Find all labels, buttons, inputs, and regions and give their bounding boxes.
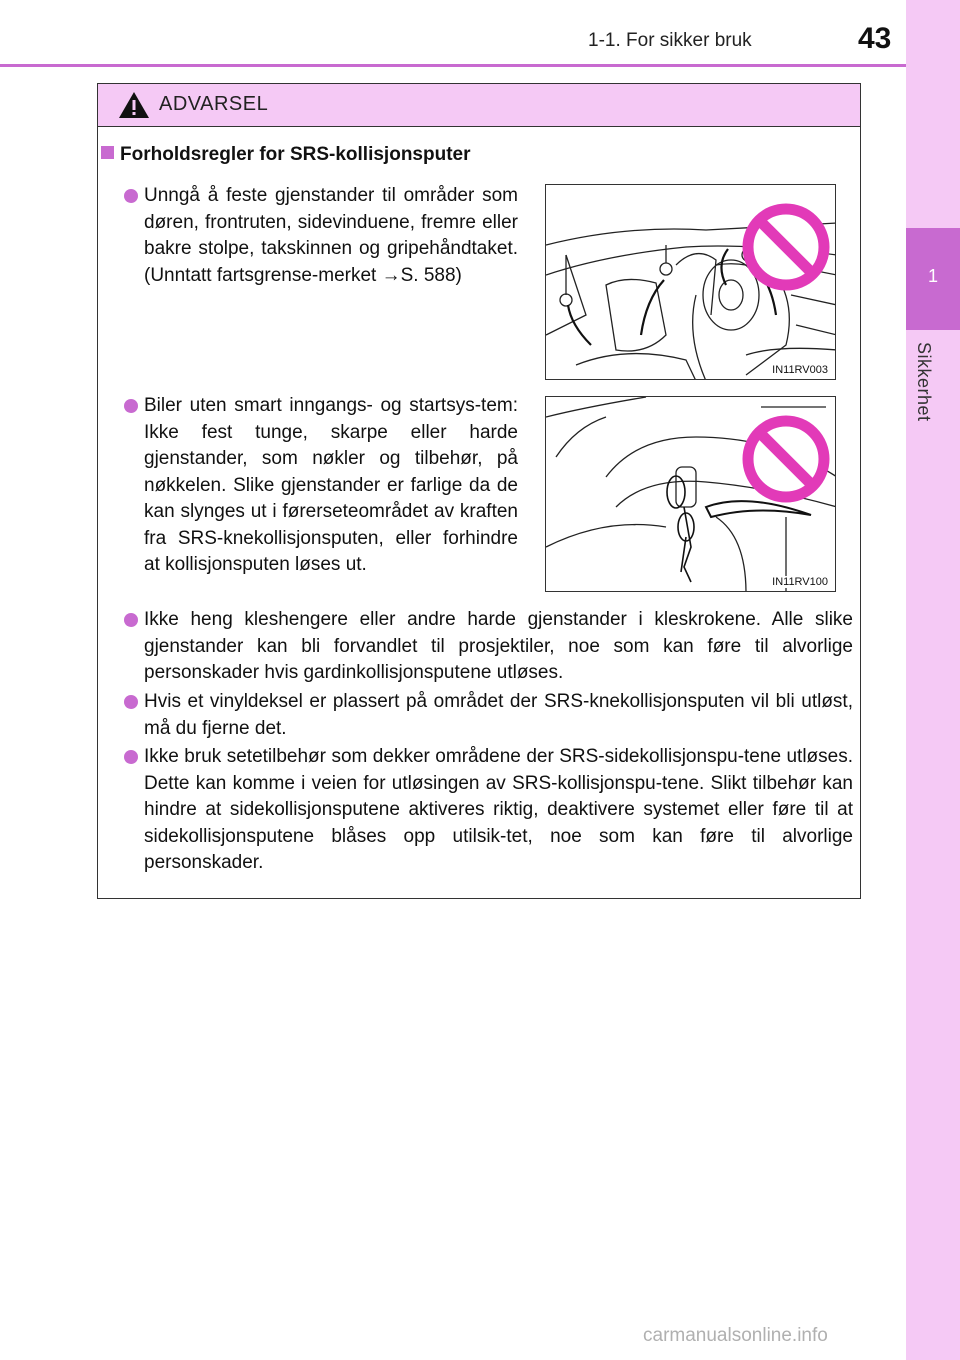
warning-title: ADVARSEL [159, 93, 269, 115]
chapter-label: Sikkerhet [914, 342, 934, 422]
keys-illustration [545, 396, 836, 592]
list-item-text: Biler uten smart inngangs- og startsys-tem: Ikke fest tunge, skarpe eller harde gjenstander, som nøkler og tilbehør, på nøkkelen. Slike gjenstander er farlige da de kan slynges ut i førerseteområdet av kraften fra SRS-knekollisjonsputen, eller forhindre at kollisjonsputen løses ut. [144, 395, 518, 575]
bullet-dot-icon [124, 750, 138, 764]
page-number: 43 [858, 22, 892, 55]
header-divider [0, 64, 906, 67]
interior-illustration [545, 184, 836, 380]
list-item-text: Unngå å feste gjenstander til områder som døren, frontruten, sidevinduene, fremre eller bakre stolpe, takskinnen og gripehåndtaket. (Unntatt fartsgrense-merket →S. 588) [144, 185, 518, 286]
prohibition-icon [748, 209, 824, 285]
warning-triangle-icon [117, 90, 151, 120]
square-bullet-icon [101, 146, 114, 159]
list-item [144, 689, 853, 742]
key-ring-icon [546, 397, 836, 592]
list-item [144, 393, 518, 579]
chapter-side-tab [906, 0, 960, 1360]
list-item [144, 744, 853, 877]
warning-header [98, 84, 860, 127]
figure-code: IN11RV100 [772, 576, 828, 588]
chapter-number: 1 [927, 266, 938, 286]
prohibition-icon [748, 421, 824, 497]
list-item-text: Ikke bruk setetilbehør som dekker områdene der SRS-sidekollisjonspu-tene utløses. Dette kan komme i veien for utløsingen av SRS-kollisjonspu-tene. Slikt tilbehør kan hindre at sidekollisjonsputene aktiveres riktig, deaktivere systemet eller føre til at sidekollisjonsputene blåses opp utilsik-tet, noe som kan føre til alvorlige personskader. [144, 746, 853, 873]
list-item-text: Hvis et vinyldeksel er plassert på området der SRS-knekollisjonsputen vil bli utløst, må du fjerne det. [144, 691, 853, 739]
list-item [144, 607, 853, 687]
watermark: carmanualsonline.info [643, 1325, 828, 1346]
bullet-dot-icon [124, 399, 138, 413]
section-heading-text: Forholdsregler for SRS-kollisjonsputer [120, 144, 471, 165]
section-title: 1-1. For sikker bruk [588, 30, 752, 51]
bullet-dot-icon [124, 695, 138, 709]
bullet-dot-icon [124, 613, 138, 627]
section-heading [101, 144, 471, 166]
figure-code: IN11RV003 [772, 364, 828, 376]
bullet-dot-icon [124, 189, 138, 203]
car-interior-icon [546, 185, 836, 380]
list-item-text: Ikke heng kleshengere eller andre harde gjenstander i kleskrokene. Alle slike gjenstander kan bli forvandlet til prosjektiler, noe som kan føre til alvorlige personskader hvis gardinkollisjonsputene utløses. [144, 609, 853, 683]
list-item [144, 183, 518, 289]
